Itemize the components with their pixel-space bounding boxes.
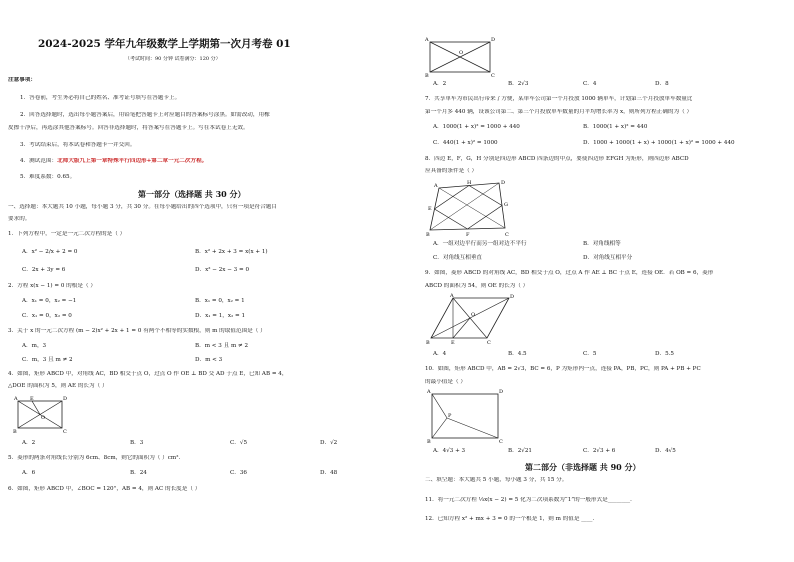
q3-option-d: D．m < 3 [195, 357, 223, 363]
q4-label-d: D [63, 396, 68, 402]
q6-label-o: O [459, 50, 464, 56]
q9-label-c: C [487, 340, 491, 346]
note-4-label: 4．测试范围： [20, 158, 58, 164]
q10-label-d: D [499, 389, 504, 395]
q7-option-b: B．1000(1 + x)² = 440 [583, 124, 648, 130]
q2-stem: 2．方程 x(x − 1) = 0 的根是（ ） [8, 283, 96, 289]
q10-label-b: B [427, 439, 431, 444]
q4-option-a: A．2 [22, 440, 36, 446]
q6-option-b: B．2√3 [508, 81, 529, 87]
q5-option-b: B．24 [130, 470, 147, 476]
q4-label-a: A [14, 396, 18, 402]
q4-option-c: C．√5 [230, 440, 247, 446]
q10-option-a: A．4√3 + 3 [433, 448, 466, 454]
q8-option-b: B．对角线相等 [583, 241, 621, 247]
q6-label-a: A [425, 37, 429, 43]
q4-option-b: B．3 [130, 440, 144, 446]
q10-option-b: B．2√21 [508, 448, 532, 454]
q4-segment-oe [32, 401, 40, 415]
q10-segment-pa [432, 394, 447, 418]
q5-stem: 5．菱形的两条对角线长分别为 6cm、8cm，则它的面积为（ ）cm²． [8, 455, 185, 461]
q8-label-g: G [504, 202, 508, 208]
notes-heading: 注意事项： [8, 77, 36, 83]
q1-option-b: B．x² + 2x + 3 = x(x + 1) [195, 249, 268, 255]
q10-option-c: C．2√3 + 6 [583, 448, 616, 454]
q9-stem: 9．如图，菱形 ABCD 的对角线 AC，BD 相交于点 O，过点 A 作 AE ⊥ BC 于点 E，连接 OE．若 OB = 6，菱形 [425, 270, 714, 276]
q7-stem-cont: 第一个月多 440 辆，设该公司第二、第三个月投放单车数量的月平均增长率为 x，则所列方程正确的为（ ） [425, 109, 693, 115]
q12-stem: 12．已知方程 x² + mx + 3 = 0 的一个根是 1，则 m 的值是 ____． [425, 516, 599, 522]
q9-label-a: A [450, 293, 454, 299]
note-5: 5．难度系数：0.65。 [20, 174, 76, 180]
q10-label-c: C [499, 439, 503, 444]
q6-label-d: D [491, 37, 496, 43]
q5-option-c: C．36 [230, 470, 247, 476]
part2-title: 第二部分（非选择题 共 90 分） [525, 462, 641, 472]
q8-label-a: A [434, 183, 438, 189]
q8-label-e: E [428, 206, 432, 212]
q6-option-c: C．4 [583, 81, 597, 87]
q8-quadrilateral-figure [425, 178, 511, 238]
note-4 [20, 158, 207, 165]
q8-quad-abcd [430, 183, 505, 230]
q9-stem-cont: ABCD 的面积为 54，则 OE 的长为（ ） [425, 283, 529, 289]
q10-rectangle-figure [425, 388, 507, 444]
q4-label-e: E [30, 396, 34, 402]
part1-title: 第一部分（选择题 共 30 分） [138, 189, 246, 199]
note-3: 3．考试结束后，将本试卷和答题卡一并交回。 [20, 142, 136, 148]
q2-option-a: A．x₁ = 0，x₂ = −1 [22, 298, 77, 304]
q1-option-a: A．x² − 2/x + 2 = 0 [22, 249, 78, 255]
q8-quad-efgh [435, 186, 503, 230]
q3-option-c: C．m，3 且 m ≠ 2 [22, 357, 73, 363]
q10-label-p: P [448, 413, 452, 419]
q3-option-b: B．m < 3 且 m ≠ 2 [195, 343, 249, 349]
q10-segment-pb [432, 418, 447, 438]
q4-stem-cont: △DOE 的面积为 5，则 AE 的长为（ ） [8, 383, 108, 389]
q9-label-e: E [451, 340, 455, 346]
note-1: 1．答卷前，考生务必将自己的姓名、准考证号填写在答题卡上。 [20, 95, 181, 101]
q9-label-o: O [471, 312, 476, 318]
q9-option-d: D．5.5 [655, 351, 674, 357]
part1-intro-cont: 要求的。 [8, 216, 31, 222]
q9-segment-oe [453, 318, 470, 338]
q4-label-c: C [63, 429, 67, 434]
q8-label-f: F [466, 232, 470, 238]
q11-stem: 11．将一元二次方程 ⅓x(x − 2) = 5 化为二次项系数为“1”的一般形式是________． [425, 497, 636, 503]
q6-label-c: C [491, 73, 495, 78]
test-scope: 北师大版九上第一章特殊平行四边形+第二章一元二次方程。 [57, 158, 208, 164]
q6-rectangle-figure [423, 36, 497, 78]
right-column [425, 0, 783, 562]
q7-option-a: A．1000(1 + x)² = 1000 + 440 [433, 124, 520, 130]
exam-subtitle: （考试时间：90 分钟 试卷满分：120 分） [125, 56, 221, 62]
q6-option-d: D．8 [655, 81, 669, 87]
q9-label-b: B [426, 340, 430, 346]
q7-option-d: D．1000 + 1000(1 + x) + 1000(1 + x)² = 1000 + 440 [583, 140, 735, 146]
exam-title: 2024-2025 学年九年级数学上学期第一次月考卷 01 [38, 38, 291, 50]
q9-rhombus-figure [425, 292, 521, 346]
q4-option-d: D．√2 [320, 440, 338, 446]
note-2-cont: 皮擦干净后，再选涂其他答案标号。回答非选择题时，将答案写在答题卡上。写在本试卷上无效。 [8, 125, 249, 131]
q10-rect-outline [432, 394, 498, 438]
q6-option-a: A．2 [433, 81, 447, 87]
q9-option-a: A．4 [433, 351, 447, 357]
q6-stem: 6．如图，矩形 ABCD 中，∠BOC = 120°，AB = 4，则 AC 的长度是（ ） [8, 486, 201, 492]
q4-label-o: O [41, 415, 46, 421]
q5-option-a: A．6 [22, 470, 36, 476]
q8-stem: 8．四边 E，F，G，H 分别是四边形 ABCD 四条边的中点，要使四边形 EFGH 为矩形，则四边形 ABCD [425, 156, 689, 162]
q7-stem: 7．共享单车为市民出行带来了方便，某单车公司第一个月投放 1000 辆单车，计划第三个月投放单车数量比 [425, 96, 693, 102]
q8-label-c: C [505, 232, 509, 238]
q8-option-d: D．对角线互相平分 [583, 255, 633, 261]
q4-label-b: B [13, 429, 17, 434]
q5-option-d: D．48 [320, 470, 338, 476]
q2-option-b: B．x₁ = 0，x₂ = 1 [195, 298, 245, 304]
q2-option-c: C．x₁ = 0，x₂ = 0 [22, 313, 72, 319]
q4-stem: 4．如图，矩形 ABCD 中，对角线 AC，BD 相交于点 O，过点 O 作 OE ⊥ BD 交 AD 于点 E，已知 AB = 4， [8, 371, 288, 377]
q10-segment-pc [447, 418, 498, 438]
q9-option-c: C．5 [583, 351, 597, 357]
q1-option-d: D．x² − 2x − 3 = 0 [195, 267, 250, 273]
q9-label-d: D [510, 294, 515, 300]
part2-intro: 二、填空题：本大题共 5 小题，每小题 3 分，共 15 分。 [425, 477, 568, 483]
q4-rectangle-figure [10, 394, 70, 434]
q8-option-c: C．对角线互相垂直 [433, 255, 483, 261]
part1-intro: 一、选择题：本大题共 10 小题，每小题 3 分，共 30 分。在每小题给出的四个选项中，只有一项是符合题目 [8, 204, 277, 210]
q10-stem: 10．如图，矩形 ABCD 中，AB = 2√3，BC = 6，P 为矩形内一点，连接 PA，PB，PC，则 PA + PB + PC [425, 366, 701, 372]
q8-label-d: D [501, 180, 506, 186]
q8-stem-cont: 应具备的条件是（ ） [425, 168, 478, 174]
q10-option-d: D．4√5 [655, 448, 676, 454]
q10-label-a: A [427, 389, 431, 395]
q9-option-b: B．4.5 [508, 351, 527, 357]
q3-option-a: A．m，3 [22, 343, 47, 349]
q8-option-a: A．一组对边平行而另一组对边不平行 [433, 241, 527, 247]
q2-option-d: D．x₁ = 1，x₂ = 1 [195, 313, 246, 319]
q8-diagonal-ac [439, 188, 505, 228]
q3-stem: 3．关于 x 的一元二次方程 (m − 2)x² + 2x + 1 = 0 有两个不相等的实数根，则 m 的取值范围是（ ） [8, 328, 266, 334]
q8-label-b: B [426, 232, 430, 238]
q8-diagonal-bd [430, 183, 499, 230]
q1-option-c: C．2x + 3y = 6 [22, 267, 66, 273]
note-2: 2．回答选择题时，选出每小题答案后，用铅笔把答题卡上对应题目的答案标号涂黑。如需改动，用橡 [20, 112, 270, 118]
q6-label-b: B [425, 73, 429, 78]
left-column [8, 0, 400, 562]
q7-option-c: C．440(1 + x)² = 1000 [433, 140, 498, 146]
q10-stem-cont: 的最小值是（ ） [425, 379, 466, 385]
q1-stem: 1．下列方程中，一定是一元二次方程的是（ ） [8, 231, 126, 237]
q8-label-h: H [467, 180, 472, 186]
